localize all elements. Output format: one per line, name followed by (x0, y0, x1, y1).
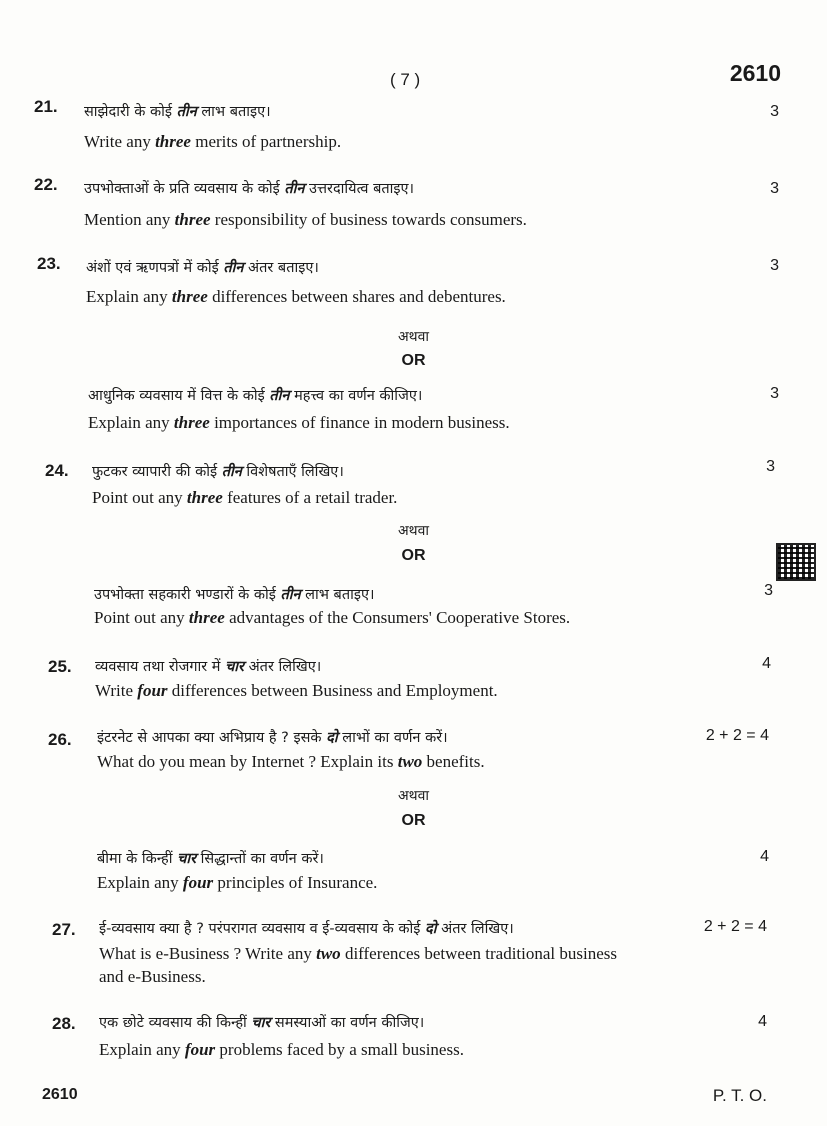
question-hindi (84, 101, 271, 121)
marks: 3 (766, 458, 775, 475)
emphasis: तीन (221, 464, 242, 480)
question-english (97, 873, 377, 893)
question-hindi (86, 257, 319, 277)
emphasis: तीन (176, 104, 197, 120)
emphasis: three (173, 413, 210, 432)
question-hindi (94, 584, 375, 604)
question-english (97, 752, 485, 772)
text: उपभोक्ता सहकारी भण्डारों के कोई (94, 587, 281, 603)
text: बीमा के किन्हीं (97, 851, 178, 867)
emphasis: चार (177, 851, 197, 867)
text: differences between traditional business (340, 944, 618, 963)
text: Explain any (99, 1040, 185, 1059)
text: लाभ बताइए। (196, 104, 271, 120)
question-number: 28. (52, 1014, 76, 1033)
emphasis: तीन (223, 260, 244, 276)
marks: 4 (760, 848, 769, 865)
text: advantages of the Consumers' Cooperative Stores. (224, 608, 571, 627)
question-number: 25. (48, 657, 72, 676)
text: लाभ बताइए। (300, 587, 375, 603)
text: सिद्धान्तों का वर्णन करें। (196, 851, 324, 867)
marks: 3 (770, 180, 779, 197)
marks: 2 + 2 = 4 (703, 918, 767, 935)
emphasis: three (186, 488, 223, 507)
text: समस्याओं का वर्णन कीजिए। (270, 1015, 425, 1031)
question-number: 26. (48, 730, 72, 749)
question-number: 23. (37, 254, 61, 273)
emphasis: तीन (269, 388, 290, 404)
text: Mention any (84, 210, 175, 229)
emphasis: four (137, 681, 168, 700)
text: व्यवसाय तथा रोजगार में (95, 659, 226, 675)
text: साझेदारी के कोई (84, 104, 177, 120)
question-hindi (88, 385, 422, 405)
text: differences between Business and Employment. (167, 681, 498, 700)
text: importances of finance in modern business. (209, 413, 510, 432)
text: फुटकर व्यापारी की कोई (92, 464, 222, 480)
emphasis: four (184, 1040, 216, 1059)
emphasis: दो (425, 921, 437, 937)
text: What is e-Business ? Write any (99, 944, 317, 963)
text: लाभों का वर्णन करें। (337, 730, 448, 746)
or-label-hindi: अथवा (397, 523, 430, 539)
marks: 3 (770, 257, 779, 274)
marks: 3 (770, 385, 779, 402)
question-english (94, 608, 570, 628)
question-english (84, 210, 527, 230)
question-number: 22. (34, 175, 58, 194)
question-hindi (95, 656, 321, 676)
paper-code: 2610 (729, 60, 781, 86)
text: responsibility of business towards consumers. (210, 210, 527, 229)
marks: 2 + 2 = 4 (705, 727, 769, 744)
question-number: 27. (52, 920, 76, 939)
text: Explain any (88, 413, 174, 432)
question-number: 21. (34, 97, 58, 116)
question-english (88, 413, 510, 433)
question-hindi (97, 727, 448, 747)
emphasis: चार (251, 1015, 271, 1031)
emphasis: two (397, 752, 423, 771)
question-english (95, 681, 498, 701)
question-english (99, 944, 617, 964)
text: merits of partnership. (190, 132, 342, 151)
text: differences between shares and debentures. (207, 287, 506, 306)
text: What do you mean by Internet ? Explain its (97, 752, 398, 771)
text: अंतर लिखिए। (244, 659, 322, 675)
text: principles of Insurance. (213, 873, 378, 892)
text: उपभोक्ताओं के प्रति व्यवसाय के कोई (84, 181, 285, 197)
text: benefits. (422, 752, 485, 771)
question-english (86, 287, 506, 307)
marks: 3 (770, 103, 779, 120)
text: विशेषताएँ लिखिए। (241, 464, 344, 480)
page-number: ( 7 ) (390, 70, 421, 89)
question-english (84, 132, 341, 152)
text: features of a retail trader. (222, 488, 398, 507)
emphasis: तीन (280, 587, 301, 603)
text: अंतर लिखिए। (436, 921, 514, 937)
emphasis: तीन (284, 181, 305, 197)
text: Write (95, 681, 138, 700)
marks: 4 (758, 1013, 767, 1030)
text: एक छोटे व्यवसाय की किन्हीं (99, 1015, 252, 1031)
question-hindi (84, 178, 414, 198)
text: Point out any (94, 608, 189, 627)
or-label: OR (401, 352, 426, 369)
qr-code (776, 543, 816, 581)
marks: 3 (764, 582, 773, 599)
marks: 4 (762, 655, 771, 672)
emphasis: three (155, 132, 191, 151)
text: problems faced by a small business. (215, 1040, 464, 1059)
text: महत्त्व का वर्णन कीजिए। (289, 388, 423, 404)
pto-label: P. T. O. (712, 1086, 767, 1105)
question-english-line2: and e-Business. (99, 967, 206, 986)
question-english (92, 488, 397, 508)
or-label-hindi: अथवा (397, 329, 430, 345)
or-label: OR (401, 547, 426, 564)
text: इंटरनेट से आपका क्या अभिप्राय है ? इसके (97, 730, 327, 746)
question-number: 24. (45, 461, 69, 480)
emphasis: two (316, 944, 341, 963)
or-label-hindi: अथवा (397, 788, 430, 804)
emphasis: three (188, 608, 225, 627)
text: आधुनिक व्यवसाय में वित्त के कोई (88, 388, 270, 404)
text: Explain any (97, 873, 183, 892)
question-hindi (97, 848, 324, 868)
question-hindi (99, 1012, 424, 1032)
question-english (99, 1040, 464, 1060)
text: ई-व्यवसाय क्या है ? परंपरागत व्यवसाय व ई-व्यवसाय के कोई (99, 921, 426, 937)
text: Explain any (86, 287, 172, 306)
text: Write any (84, 132, 156, 151)
emphasis: four (182, 873, 214, 892)
question-hindi (92, 461, 344, 481)
text: उत्तरदायित्व बताइए। (304, 181, 415, 197)
emphasis: three (171, 287, 208, 306)
footer-code: 2610 (42, 1086, 78, 1103)
text: अंशों एवं ऋणपत्रों में कोई (86, 260, 224, 276)
emphasis: three (174, 210, 211, 229)
text: अंतर बताइए। (243, 260, 319, 276)
text: Point out any (92, 488, 187, 507)
or-label: OR (401, 812, 426, 829)
question-hindi (99, 918, 514, 938)
emphasis: दो (326, 730, 338, 746)
emphasis: चार (225, 659, 244, 675)
